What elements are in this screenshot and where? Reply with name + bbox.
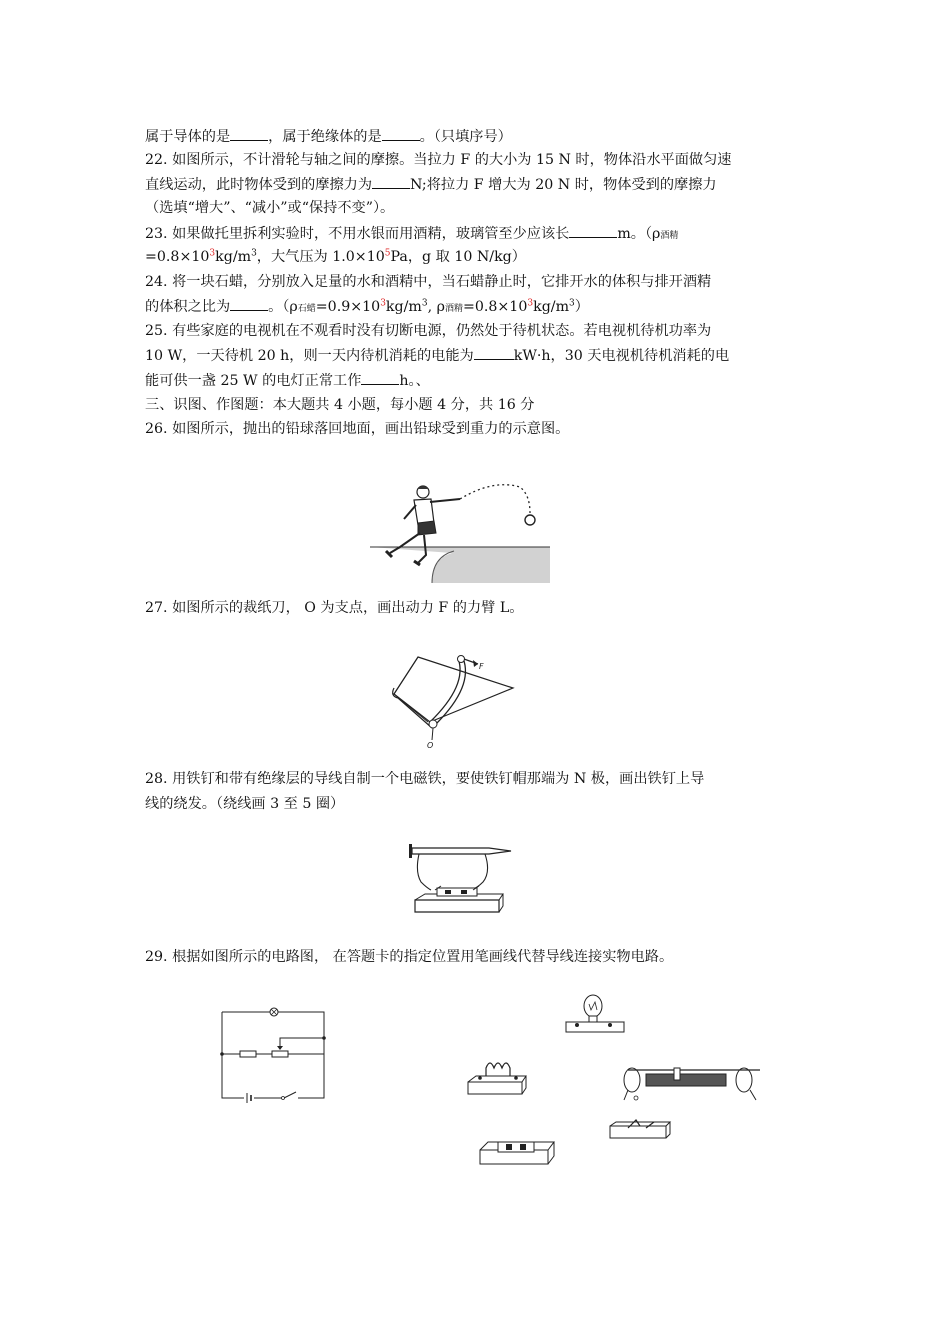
l6-d: Pa，g 取 10 N/kg） xyxy=(390,249,526,265)
section-three-heading xyxy=(145,396,810,414)
l8-sub2: 酒精 xyxy=(444,304,463,314)
l6-c: ，大气压为 1.0×10 xyxy=(256,249,385,265)
l8-f: =0.8×10 xyxy=(462,299,528,315)
pivot-label: O xyxy=(427,741,434,750)
text-line-9 xyxy=(145,322,810,340)
l5-sub: 酒精 xyxy=(660,231,679,241)
text-line-28b xyxy=(145,795,810,813)
battery-component xyxy=(480,1142,554,1164)
answer-blank[interactable] xyxy=(372,175,410,189)
answer-blank[interactable] xyxy=(230,127,268,141)
circuit-components-figure xyxy=(460,990,770,1170)
l10-a: 10 W，一天待机 20 h，则一天内待机消耗的电能为 xyxy=(145,348,474,364)
l16-a: 线的绕发。（绕线画 3 至 5 圈） xyxy=(145,796,345,812)
l3-a: 直线运动，此时物体受到的摩擦力为 xyxy=(145,177,373,193)
answer-blank[interactable] xyxy=(230,297,268,311)
l13-a: 26. 如图所示，抛出的铅球落回地面，画出铅球受到重力的示意图。 xyxy=(145,421,570,437)
l2-a: 22. 如图所示，不计滑轮与轴之间的摩擦。当拉力 F 的大小为 15 N 时，物体沿水平面做匀速 xyxy=(145,152,732,168)
lamp-component xyxy=(566,995,624,1032)
l5-b: m。（ρ xyxy=(617,226,661,242)
l12-a: 三、识图、作图题：本大题共 4 小题，每小题 4 分，共 16 分 xyxy=(145,397,535,413)
answer-blank[interactable] xyxy=(474,346,514,360)
shot-put-figure xyxy=(368,475,553,587)
l9-a: 25. 有些家庭的电视机在不观看时没有切断电源，仍然处于待机状态。若电视机待机功率为 xyxy=(145,323,712,339)
coil-component xyxy=(468,1063,526,1094)
nail-electromagnet-figure xyxy=(405,838,515,916)
l8-sup1: 3 xyxy=(380,298,386,309)
l1-c: 。（只填序号） xyxy=(419,129,512,145)
l8-sup3: 3 xyxy=(527,298,534,309)
l15-a: 28. 用铁钉和带有绝缘层的导线自制一个电磁铁，要使铁钉帽那端为 N 极，画出铁钉上导 xyxy=(145,771,705,787)
text-line-3 xyxy=(145,175,810,194)
rheostat-component xyxy=(624,1068,760,1100)
text-line-10 xyxy=(145,346,810,365)
text-line-28a xyxy=(145,770,810,788)
answer-blank[interactable] xyxy=(569,224,617,238)
l6-sup3: 5 xyxy=(384,248,391,259)
l6-sup1: 3 xyxy=(209,248,216,259)
switch-component xyxy=(610,1120,670,1138)
l8-a: 的体积之比为 xyxy=(145,299,231,315)
l8-d: kg/m xyxy=(385,299,422,315)
l8-h: ） xyxy=(574,299,589,315)
l6-sup2: 3 xyxy=(251,248,257,259)
text-line-29 xyxy=(145,948,810,966)
l8-sub1: 石蜡 xyxy=(297,304,316,314)
l8-c: =0.9×10 xyxy=(315,299,381,315)
l3-b: N;将拉力 F 增大为 20 N 时，物体受到的摩擦力 xyxy=(410,177,717,193)
text-line-7 xyxy=(145,273,810,291)
answer-blank[interactable] xyxy=(361,371,399,385)
paper-cutter-figure xyxy=(388,640,523,750)
circuit-diagram xyxy=(214,1000,332,1104)
text-line-8 xyxy=(145,297,810,318)
text-line-5 xyxy=(145,224,810,245)
l8-g: kg/m xyxy=(533,299,570,315)
text-line-11 xyxy=(145,371,810,390)
force-label: F xyxy=(479,662,484,671)
l8-sup2: 3 xyxy=(421,298,428,309)
l6-a: =0.8×10 xyxy=(145,249,210,265)
l8-e: , ρ xyxy=(427,299,445,315)
l1-a: 属于导体的是 xyxy=(145,129,231,145)
l6-b: kg/m xyxy=(215,249,252,265)
l8-sup4: 3 xyxy=(569,298,575,309)
text-line-1 xyxy=(145,127,810,146)
l7-a: 24. 将一块石蜡，分别放入足量的水和酒精中，当石蜡静止时，它排开水的体积与排开酒精 xyxy=(145,274,712,290)
text-line-6 xyxy=(145,248,810,266)
l11-a: 能可供一盏 25 W 的电灯正常工作 xyxy=(145,373,362,389)
text-line-4 xyxy=(145,199,810,217)
shot-ball-icon xyxy=(525,515,535,525)
l4-a: （选填“增大”、“减小”或“保持不变”）。 xyxy=(145,200,395,216)
answer-blank[interactable] xyxy=(382,127,420,141)
text-line-26 xyxy=(145,420,810,438)
l14-a: 27. 如图所示的裁纸刀， O 为支点，画出动力 F 的力臂 L。 xyxy=(145,600,524,616)
l1-b: ，属于绝缘体的是 xyxy=(268,129,382,145)
text-line-27 xyxy=(145,599,810,617)
l5-a: 23. 如果做托里拆利实验时，不用水银而用酒精，玻璃管至少应该长 xyxy=(145,226,570,242)
l17-a: 29. 根据如图所示的电路图， 在答题卡的指定位置用笔画线代替导线连接实物电路。 xyxy=(145,949,674,965)
text-line-2 xyxy=(145,151,810,169)
l10-b: kW·h，30 天电视机待机消耗的电 xyxy=(513,348,730,364)
l11-b: h。、 xyxy=(399,373,430,389)
l8-b: 。（ρ xyxy=(268,299,298,315)
